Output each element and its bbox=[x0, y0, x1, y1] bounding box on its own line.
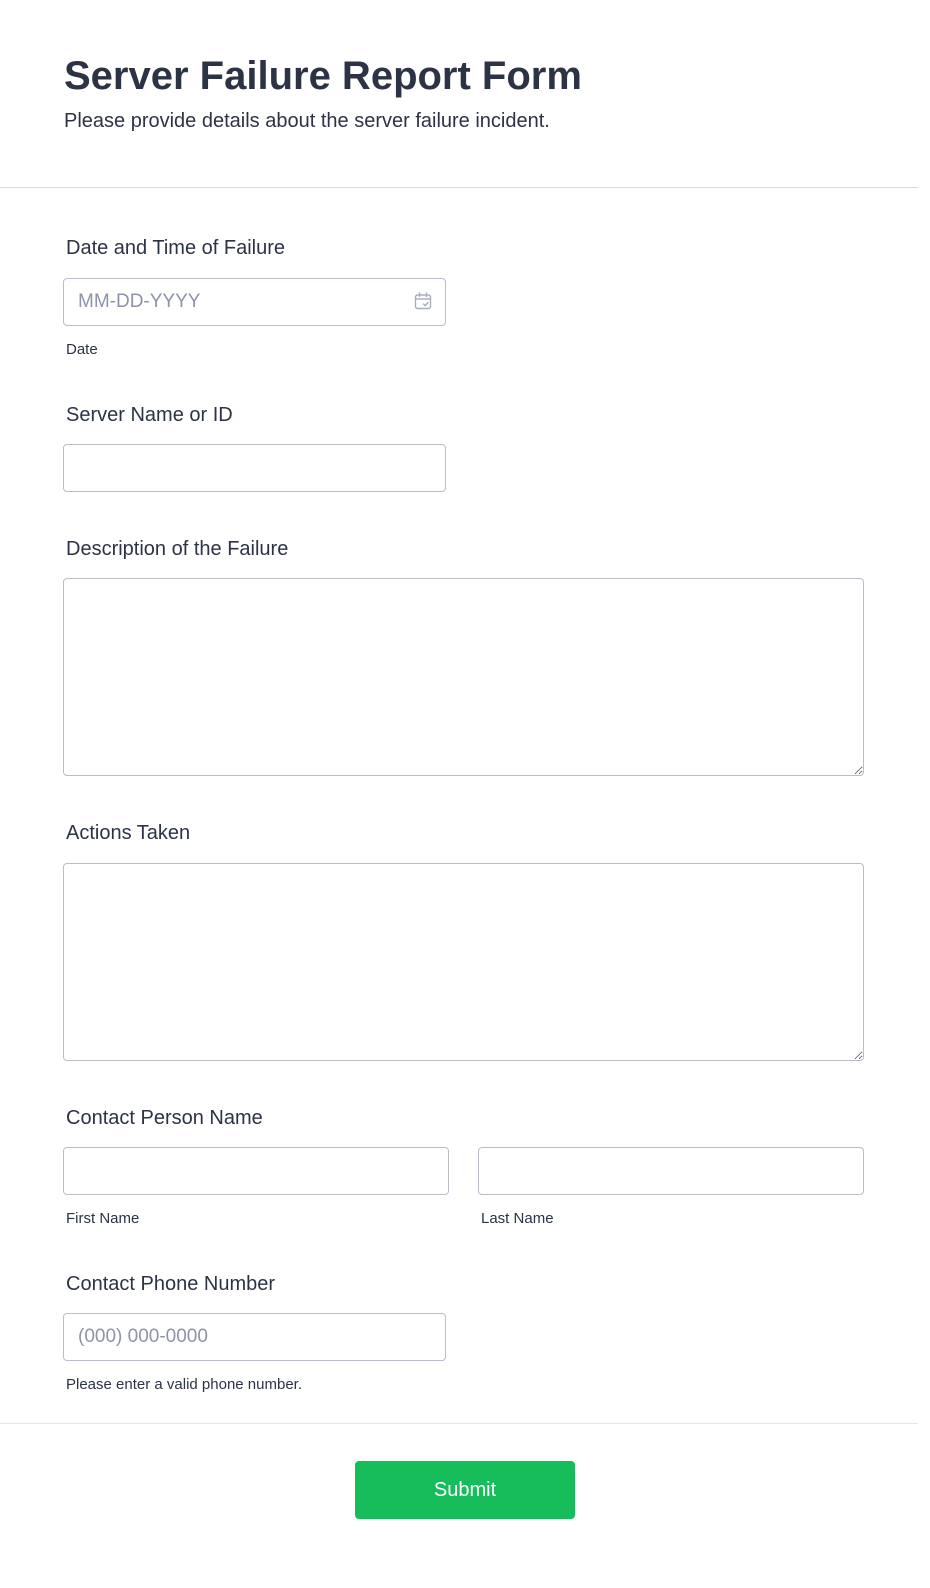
actions-label: Actions Taken bbox=[66, 822, 191, 844]
form-header bbox=[0, 0, 918, 188]
phone-input[interactable] bbox=[63, 1313, 446, 1361]
first-name-input[interactable] bbox=[63, 1147, 449, 1195]
footer-divider bbox=[0, 1423, 918, 1424]
description-label: Description of the Failure bbox=[66, 538, 289, 560]
date-sublabel: Date bbox=[66, 341, 98, 358]
server-label: Server Name or ID bbox=[66, 404, 233, 426]
date-input[interactable] bbox=[63, 278, 446, 326]
date-label: Date and Time of Failure bbox=[66, 237, 285, 259]
actions-textarea[interactable] bbox=[63, 863, 864, 1061]
first-name-sublabel: First Name bbox=[66, 1210, 140, 1227]
phone-sublabel: Please enter a valid phone number. bbox=[66, 1376, 302, 1393]
page-subtitle: Please provide details about the server failure incident. bbox=[64, 110, 550, 132]
last-name-input[interactable] bbox=[478, 1147, 864, 1195]
submit-button[interactable]: Submit bbox=[355, 1461, 575, 1519]
last-name-sublabel: Last Name bbox=[481, 1210, 554, 1227]
server-input[interactable] bbox=[63, 444, 446, 492]
description-textarea[interactable] bbox=[63, 578, 864, 776]
contact-name-label: Contact Person Name bbox=[66, 1107, 263, 1129]
phone-label: Contact Phone Number bbox=[66, 1273, 276, 1295]
page-title: Server Failure Report Form bbox=[64, 54, 582, 98]
calendar-icon[interactable] bbox=[414, 292, 432, 310]
